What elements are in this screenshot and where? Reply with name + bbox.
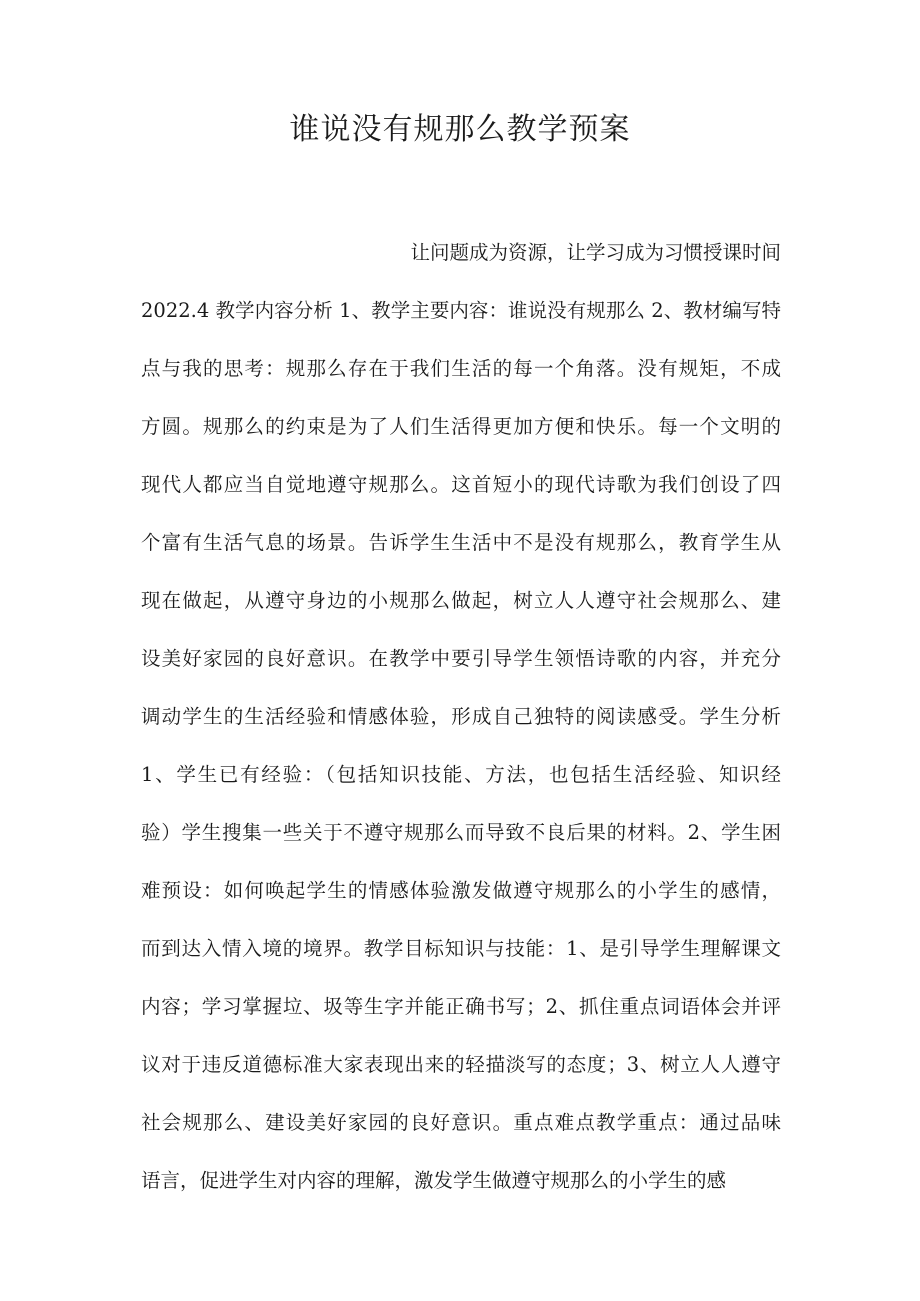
- text-line: 而到达入情入境的境界。教学目标知识与技能：1、是引导学生理解课文: [141, 937, 781, 960]
- text-line: 设美好家园的良好意识。在教学中要引导学生领悟诗歌的内容，并充分: [141, 647, 781, 670]
- document-body: [141, 230, 781, 1216]
- text-line: 点与我的思考：规那么存在于我们生活的每一个角落。没有规矩，不成: [141, 357, 781, 380]
- text-line: 社会规那么、建设美好家园的良好意识。重点难点教学重点：通过品味: [141, 1111, 781, 1134]
- text-line: 语言，促进学生对内容的理解，激发学生做遵守规那么的小学生的感: [141, 1169, 727, 1192]
- text-line: 现代人都应当自觉地遵守规那么。这首短小的现代诗歌为我们创设了四: [141, 473, 781, 496]
- text-line: 方圆。规那么的约束是为了人们生活得更加方便和快乐。每一个文明的: [141, 415, 781, 438]
- text-line: 验）学生搜集一些关于不遵守规那么而导致不良后果的材料。2、学生困: [141, 821, 781, 844]
- text-line: 内容；学习掌握垃、圾等生字并能正确书写；2、抓住重点词语体会并评: [141, 995, 781, 1018]
- text-line: 议对于违反道德标准大家表现出来的轻描淡写的态度；3、树立人人遵守: [141, 1053, 781, 1076]
- text-line: 1、学生已有经验：（包括知识技能、方法，也包括生活经验、知识经: [141, 763, 781, 786]
- text-line: 难预设：如何唤起学生的情感体验激发做遵守规那么的小学生的感情，: [141, 879, 781, 902]
- text-line: 调动学生的生活经验和情感体验，形成自己独特的阅读感受。学生分析: [141, 705, 781, 728]
- text-line: 2022.4 教学内容分析 1、教学主要内容：谁说没有规那么 2、教材编写特: [141, 299, 781, 322]
- text-line: 让问题成为资源，让学习成为习惯授课时间: [410, 241, 781, 264]
- text-line: 个富有生活气息的场景。告诉学生生活中不是没有规那么，教育学生从: [141, 531, 781, 554]
- text-line: 现在做起，从遵守身边的小规那么做起，树立人人遵守社会规那么、建: [141, 589, 781, 612]
- document-title: 谁说没有规那么教学预案: [289, 112, 631, 147]
